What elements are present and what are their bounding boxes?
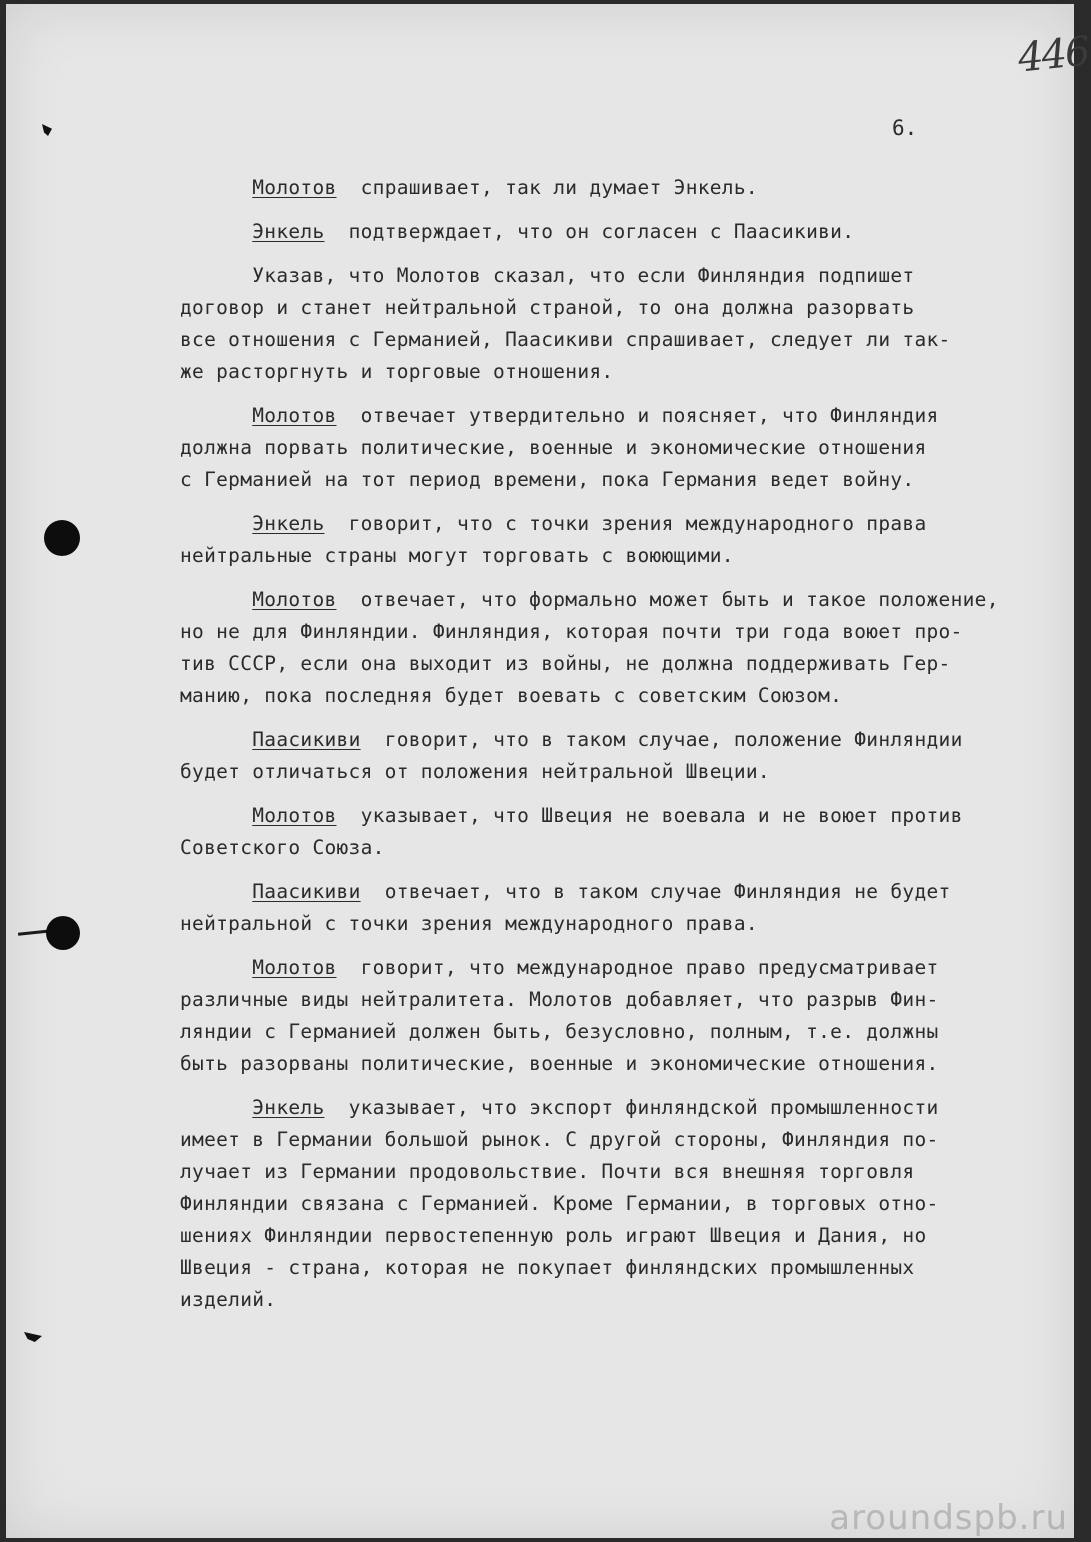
- text-line: [180, 832, 1060, 864]
- text-line: [180, 464, 1060, 496]
- text-line: [180, 400, 1060, 432]
- handwritten-folio: 446: [1015, 28, 1091, 82]
- text-line: [180, 680, 1060, 712]
- speaker-name: Паасикиви: [252, 728, 361, 751]
- text-line: [180, 432, 1060, 464]
- line-text: Советского Союза.: [180, 836, 385, 859]
- line-text: же расторгнуть и торговые отношения.: [180, 360, 614, 383]
- line-text: отвечает, что в таком случае Финляндия не будет: [360, 880, 951, 903]
- line-text: лучает из Германии продовольствие. Почти вся внешняя торговля: [180, 1160, 915, 1183]
- text-line: [180, 1124, 1060, 1156]
- line-text: различные виды нейтралитета. Молотов добавляет, что разрыв Фин-: [180, 988, 939, 1011]
- line-text: отвечает, что формально может быть и такое положение,: [336, 588, 999, 611]
- line-text: нейтральной с точки зрения международного права.: [180, 912, 758, 935]
- line-text: быть разорваны политические, военные и экономические отношения.: [180, 1052, 939, 1075]
- text-line: [180, 876, 1060, 908]
- speaker-name: Энкель: [252, 220, 325, 243]
- paragraph: [180, 1092, 1060, 1316]
- paragraph: [180, 400, 1060, 496]
- speaker-name: Молотов: [252, 588, 337, 611]
- paragraph: [180, 260, 1060, 388]
- speaker-name: Энкель: [252, 512, 325, 535]
- text-line: [180, 356, 1060, 388]
- line-text: спрашивает, так ли думает Энкель.: [336, 176, 758, 199]
- text-line: [180, 260, 1060, 292]
- line-text: указывает, что Швеция не воевала и не воюет против: [336, 804, 963, 827]
- line-text: говорит, что международное право предусматривает: [336, 956, 939, 979]
- punch-hole: [44, 520, 80, 556]
- speaker-name: Паасикиви: [252, 880, 361, 903]
- line-text: указывает, что экспорт финляндской промышленности: [324, 1096, 939, 1119]
- line-text: Указав, что Молотов сказал, что если Финляндия подпишет: [180, 264, 915, 287]
- line-text: имеет в Германии большой рынок. С другой стороны, Финляндия по-: [180, 1128, 939, 1151]
- line-text: манию, пока последняя будет воевать с советским Союзом.: [180, 684, 843, 707]
- line-text: Швеция - страна, которая не покупает финляндских промышленных: [180, 1256, 915, 1279]
- document-body: [180, 172, 1060, 1328]
- text-line: [180, 508, 1060, 540]
- text-line: [180, 1048, 1060, 1080]
- text-line: [180, 984, 1060, 1016]
- text-line: [180, 540, 1060, 572]
- line-text: ляндии с Германией должен быть, безусловно, полным, т.е. должны: [180, 1020, 939, 1043]
- text-line: [180, 756, 1060, 788]
- text-line: [180, 1188, 1060, 1220]
- paragraph: [180, 584, 1060, 712]
- paragraph: [180, 724, 1060, 788]
- line-text: нейтральные страны могут торговать с воюющими.: [180, 544, 734, 567]
- line-text: договор и станет нейтральной страной, то она должна разорвать: [180, 296, 915, 319]
- text-line: [180, 292, 1060, 324]
- watermark: aroundspb.ru: [829, 1498, 1068, 1538]
- line-text: тив СССР, если она выходит из войны, не должна поддерживать Гер-: [180, 652, 951, 675]
- line-text: изделий.: [180, 1288, 277, 1311]
- line-text: подтверждает, что он согласен с Паасикиви.: [324, 220, 855, 243]
- text-line: [180, 172, 1060, 204]
- text-line: [180, 1156, 1060, 1188]
- text-line: [180, 1284, 1060, 1316]
- line-text: с Германией на тот период времени, пока Германия ведет войну.: [180, 468, 915, 491]
- paragraph: [180, 800, 1060, 864]
- line-text: говорит, что в таком случае, положение Финляндии: [360, 728, 963, 751]
- line-text: шениях Финляндии первостепенную роль играют Швеция и Дания, но: [180, 1224, 927, 1247]
- punch-hole: [46, 916, 80, 950]
- text-line: [180, 216, 1060, 248]
- paragraph: [180, 508, 1060, 572]
- text-line: [180, 724, 1060, 756]
- text-line: [180, 584, 1060, 616]
- text-line: [180, 1092, 1060, 1124]
- speaker-name: Энкель: [252, 1096, 325, 1119]
- line-text: должна порвать политические, военные и экономические отношения: [180, 436, 927, 459]
- paragraph: [180, 216, 1060, 248]
- line-text: будет отличаться от положения нейтральной Швеции.: [180, 760, 770, 783]
- paragraph: [180, 876, 1060, 940]
- line-text: все отношения с Германией, Паасикиви спрашивает, следует ли так-: [180, 328, 951, 351]
- speaker-name: Молотов: [252, 956, 337, 979]
- document-page: [6, 4, 1091, 1538]
- speaker-name: Молотов: [252, 176, 337, 199]
- text-line: [180, 324, 1060, 356]
- line-text: отвечает утвердительно и поясняет, что Финляндия: [336, 404, 939, 427]
- text-line: [180, 800, 1060, 832]
- text-line: [180, 1220, 1060, 1252]
- text-line: [180, 908, 1060, 940]
- text-line: [180, 952, 1060, 984]
- page-number: 6.: [892, 116, 918, 140]
- line-text: говорит, что с точки зрения международного права: [324, 512, 927, 535]
- line-text: но не для Финляндии. Финляндия, которая почти три года воюет про-: [180, 620, 963, 643]
- speaker-name: Молотов: [252, 804, 337, 827]
- binding-mark: [42, 124, 52, 136]
- line-text: Финляндии связана с Германией. Кроме Германии, в торговых отно-: [180, 1192, 939, 1215]
- text-line: [180, 1252, 1060, 1284]
- speaker-name: Молотов: [252, 404, 337, 427]
- text-line: [180, 616, 1060, 648]
- paragraph: [180, 172, 1060, 204]
- text-line: [180, 648, 1060, 680]
- text-line: [180, 1016, 1060, 1048]
- binding-mark: [24, 1332, 42, 1342]
- paragraph: [180, 952, 1060, 1080]
